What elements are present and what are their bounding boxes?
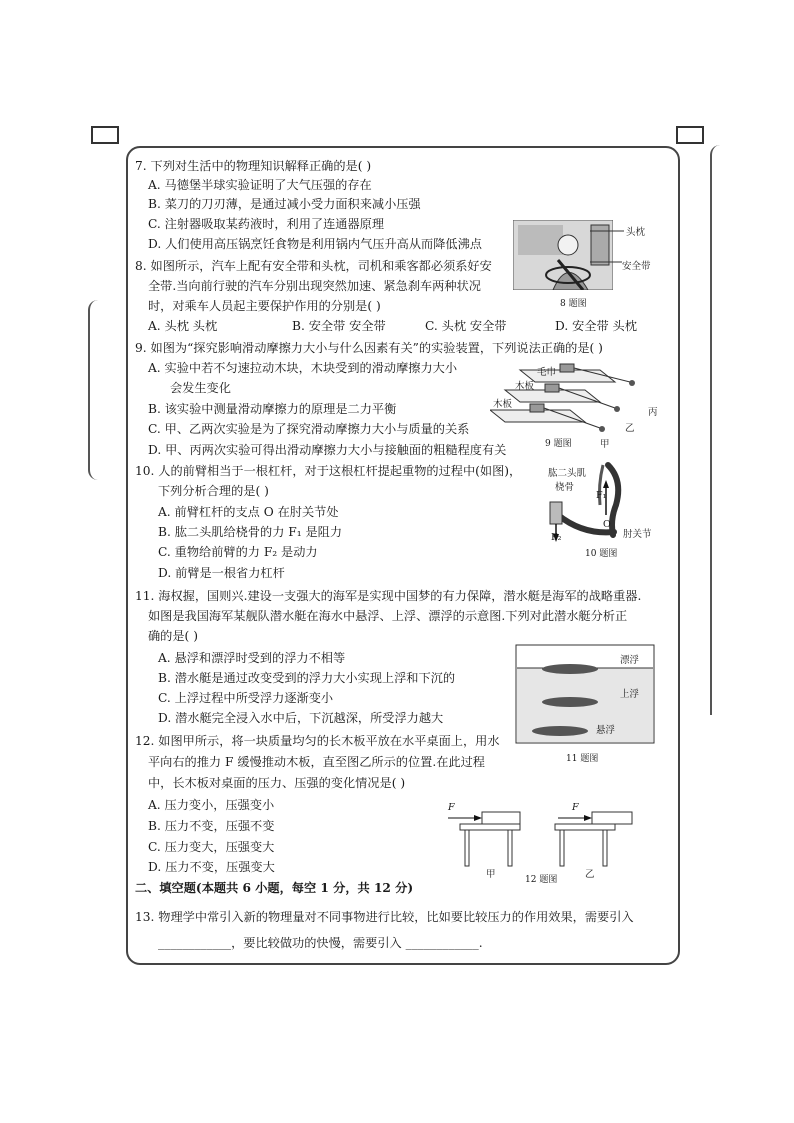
fig10-caption: 10 题图 bbox=[585, 549, 618, 559]
fig8-pointer-lines bbox=[590, 228, 626, 264]
fig11-label-suspend: 悬浮 bbox=[596, 725, 616, 736]
fig12-label-a: 甲 bbox=[486, 869, 496, 880]
fig9-label-c: 丙 bbox=[648, 407, 658, 418]
q13-blanks: ____________，要比较做功的快慢，需要引入 ____________. bbox=[158, 936, 483, 950]
fig9-label-towel: 毛巾 bbox=[537, 367, 557, 378]
fig10-label-f1: F₁ bbox=[596, 490, 607, 501]
fig8-caption: 8 题图 bbox=[560, 299, 587, 309]
q7-option-b: B. 菜刀的刀刃薄，是通过减小受力面积来减小压强 bbox=[148, 197, 421, 211]
right-edge-mark bbox=[710, 145, 722, 715]
q12-option-b: B. 压力不变，压强不变 bbox=[148, 819, 275, 833]
q11-option-a: A. 悬浮和漂浮时受到的浮力不相等 bbox=[158, 651, 346, 665]
q12-stem-1: 12. 如图甲所示，将一块质量均匀的长木板平放在水平桌面上，用水 bbox=[135, 734, 500, 748]
fig8-label-belt: 安全带 bbox=[622, 261, 651, 272]
fig9-label-b: 乙 bbox=[625, 423, 635, 434]
q12-option-c: C. 压力变大，压强变大 bbox=[148, 840, 275, 854]
q7-option-a: A. 马德堡半球实验证明了大气压强的存在 bbox=[148, 178, 372, 192]
fig9-label-board-1: 木板 bbox=[515, 381, 535, 392]
q8-option-d: D. 安全带 头枕 bbox=[555, 319, 637, 333]
q9-option-a-2: 会发生变化 bbox=[170, 381, 231, 395]
q9-option-b: B. 该实验中测量滑动摩擦力的原理是二力平衡 bbox=[148, 402, 397, 416]
section-fill-in-heading: 二、填空题(本题共 6 小题，每空 1 分，共 12 分) bbox=[135, 881, 414, 895]
q9-stem: 9. 如图为“探究影响滑动摩擦力大小与什么因素有关”的实验装置，下列说法正确的是( ) bbox=[135, 341, 603, 355]
q9-option-a-1: A. 实验中若不匀速拉动木块，木块受到的滑动摩擦力大小 bbox=[148, 361, 458, 375]
q12-option-d: D. 压力不变，压强变大 bbox=[148, 860, 275, 874]
q8-option-a: A. 头枕 头枕 bbox=[148, 319, 218, 333]
q10-stem-2: 下列分析合理的是( ) bbox=[158, 484, 269, 498]
q10-stem-1: 10. 人的前臂相当于一根杠杆，对于这根杠杆提起重物的过程中(如图)， bbox=[135, 464, 522, 478]
fig12-label-b: 乙 bbox=[585, 869, 595, 880]
fig8-label-headrest: 头枕 bbox=[626, 227, 646, 238]
q11-option-b: B. 潜水艇是通过改变受到的浮力大小实现上浮和下沉的 bbox=[158, 671, 456, 685]
q7-option-d: D. 人们使用高压锅烹饪食物是利用锅内气压升高从而降低沸点 bbox=[148, 237, 482, 251]
q7-stem: 7. 下列对生活中的物理知识解释正确的是( ) bbox=[135, 159, 372, 173]
q12-stem-3: 中，长木板对桌面的压力、压强的变化情况是( ) bbox=[148, 776, 406, 790]
q8-option-c: C. 头枕 安全带 bbox=[425, 319, 507, 333]
q11-option-d: D. 潜水艇完全浸入水中后，下沉越深，所受浮力越大 bbox=[158, 711, 444, 725]
fig9-label-a: 甲 bbox=[600, 439, 610, 450]
q11-stem-3: 确的是( ) bbox=[148, 629, 198, 643]
corner-mark-right bbox=[676, 126, 704, 144]
q8-stem-2: 全带.当向前行驶的汽车分别出现突然加速、紧急刹车两种状况 bbox=[148, 279, 481, 293]
q11-stem-1: 11. 海权握，国则兴.建设一支强大的海军是实现中国梦的有力保障，潜水艇是海军的战略重器. bbox=[135, 589, 642, 603]
fig10-label-radius: 桡骨 bbox=[555, 482, 575, 493]
q11-stem-2: 如图是我国海军某舰队潜水艇在海水中悬浮、上浮、漂浮的示意图.下列对此潜水艇分析正 bbox=[148, 609, 628, 623]
q8-stem-3: 时，对乘车人员起主要保护作用的分别是( ) bbox=[148, 299, 381, 313]
q8-option-b: B. 安全带 安全带 bbox=[292, 319, 386, 333]
q10-option-c: C. 重物给前臂的力 F₂ 是动力 bbox=[158, 545, 318, 559]
fig10-label-o: O bbox=[603, 519, 611, 530]
fig12-label-f-right: F bbox=[572, 802, 579, 813]
fig12-board-push bbox=[440, 808, 640, 870]
q10-option-d: D. 前臂是一根省力杠杆 bbox=[158, 566, 285, 580]
q9-option-d: D. 甲、丙两次实验可得出滑动摩擦力大小与接触面的粗糙程度有关 bbox=[148, 443, 507, 457]
fig9-caption: 9 题图 bbox=[545, 439, 572, 449]
fig10-label-elbow: 肘关节 bbox=[623, 529, 652, 540]
q12-stem-2: 平向右的推力 F 缓慢推动木板，直至图乙所示的位置.在此过程 bbox=[148, 755, 485, 769]
q12-option-a: A. 压力变小，压强变小 bbox=[148, 798, 275, 812]
q11-option-c: C. 上浮过程中所受浮力逐渐变小 bbox=[158, 691, 334, 705]
fig11-caption: 11 题图 bbox=[566, 754, 599, 764]
q7-option-c: C. 注射器吸取某药液时，利用了连通器原理 bbox=[148, 217, 385, 231]
q10-option-b: B. 肱二头肌给桡骨的力 F₁ 是阻力 bbox=[158, 525, 343, 539]
q13-stem: 13. 物理学中常引入新的物理量对不同事物进行比较，比如要比较压力的作用效果，需要引入 bbox=[135, 910, 634, 924]
fig11-label-float: 漂浮 bbox=[620, 655, 640, 666]
fig12-caption: 12 题图 bbox=[525, 875, 558, 885]
fig11-label-rise: 上浮 bbox=[620, 689, 640, 700]
left-edge-mark bbox=[88, 300, 100, 480]
q8-stem-1: 8. 如图所示，汽车上配有安全带和头枕，司机和乘客都必须系好安 bbox=[135, 259, 492, 273]
q9-option-c: C. 甲、乙两次实验是为了探究滑动摩擦力大小与质量的关系 bbox=[148, 422, 470, 436]
fig9-label-board-2: 木板 bbox=[493, 399, 513, 410]
fig10-label-biceps: 肱二头肌 bbox=[548, 468, 587, 479]
fig10-label-f2: F₂ bbox=[551, 532, 562, 543]
corner-mark-left bbox=[91, 126, 119, 144]
fig12-label-f-left: F bbox=[448, 802, 455, 813]
q10-option-a: A. 前臂杠杆的支点 O 在肘关节处 bbox=[158, 505, 339, 519]
